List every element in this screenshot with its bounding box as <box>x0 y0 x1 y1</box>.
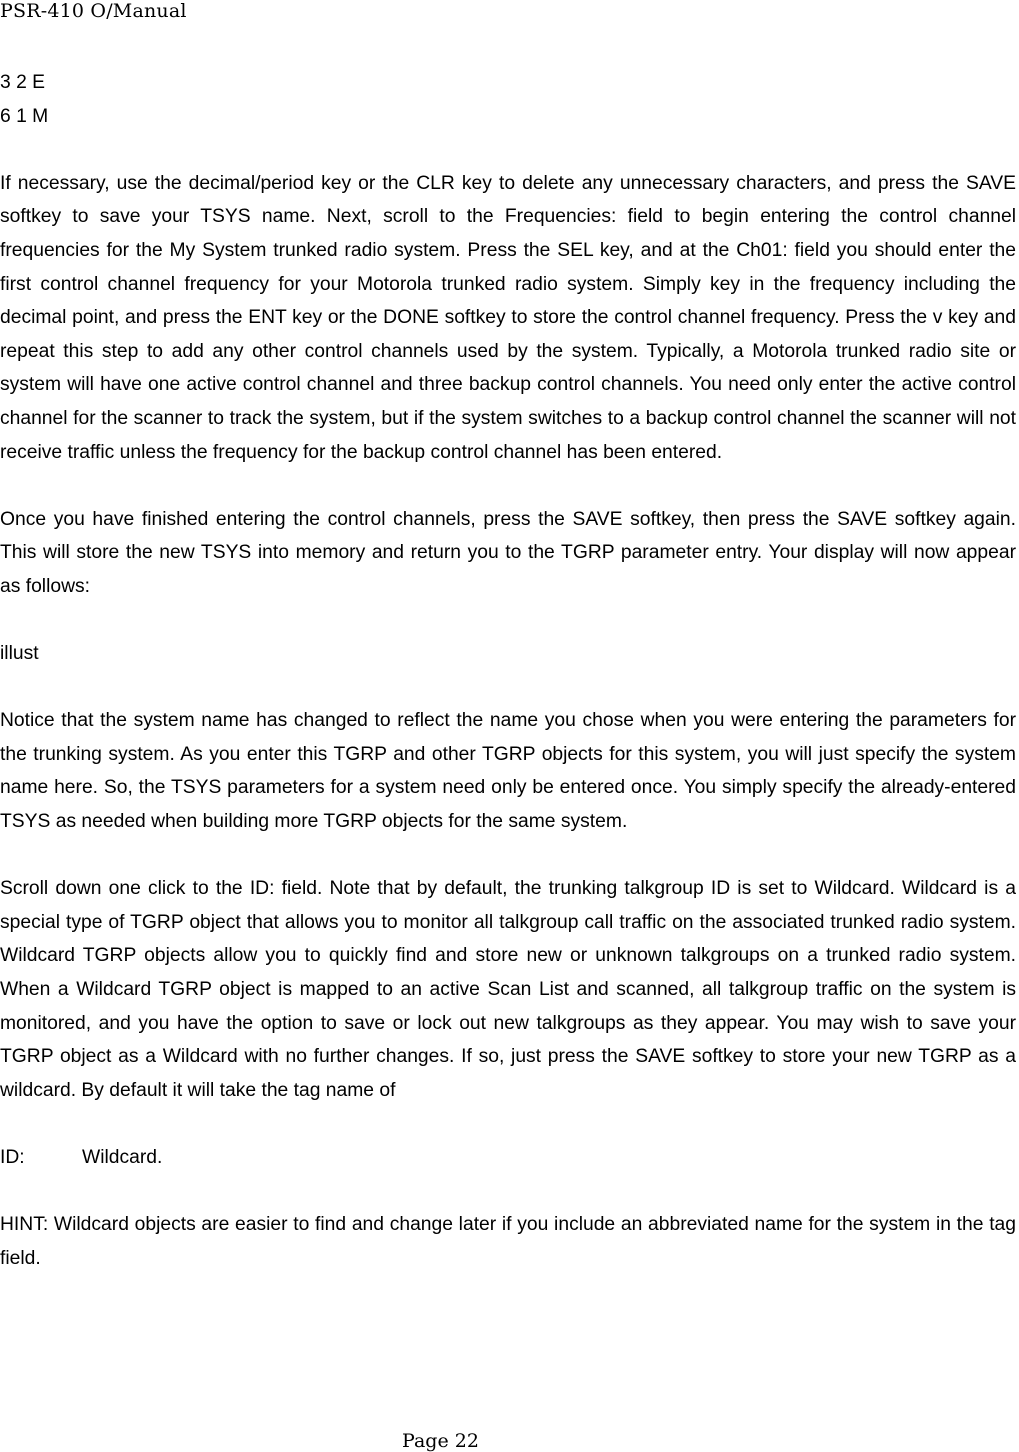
paragraph-save-tsys: Once you have finished entering the control channels, press the SAVE softkey, then press the SAVE softkey again. This will store the new TSYS into memory and return you to the TGRP parameter entry. Your display will now appear as follows: <box>0 508 1016 597</box>
document-body <box>0 66 1016 1309</box>
intro-line-1: 3 2 E <box>0 72 46 93</box>
id-label: ID: <box>0 1147 25 1168</box>
id-value: Wildcard. <box>82 1147 163 1168</box>
intro-line-2: 6 1 M <box>0 105 49 127</box>
page-footer <box>0 1430 1019 1452</box>
illustration-placeholder: illust <box>0 643 39 665</box>
paragraph-control-channels: If necessary, use the decimal/period key or the CLR key to delete any unnecessary characters, and press the SAVE softkey to save your TSYS name. Next, scroll to the Frequencies: field to begin entering the control channel frequencies for the My System trunked radio system. Press the SEL key, and at the Ch01: field you should enter the first control channel frequency for your Motorola trunked radio system. Simply key in the frequency including the decimal point, and press the ENT key or the DONE softkey to store the control channel frequency. Press the v key and repeat this step to add any other control channels used by the system. Typically, a Motorola trunked radio site or system will have one active control channel and three backup control channels. You need only enter the active control channel for the scanner to track the system, but if the system switches to a backup control channel the scanner will not receive traffic unless the frequency for the backup control channel has been entered. <box>0 172 1016 463</box>
document-header: PSR-410 O/Manual <box>0 0 187 22</box>
page-number: Page 22 <box>402 1430 479 1452</box>
paragraph-system-name: Notice that the system name has changed to reflect the name you chose when you were entering the parameters for the trunking system. As you enter this TGRP and other TGRP objects for this system, you will just specify the system name here. So, the TSYS parameters for a system need only be entered once. You simply specify the already-entered TSYS as needed when building more TGRP objects for the same system. <box>0 710 1016 833</box>
id-row <box>0 1141 1016 1175</box>
paragraph-wildcard: Scroll down one click to the ID: field. Note that by default, the trunking talkgroup ID is set to Wildcard. Wildcard is a special type of TGRP object that allows you to monitor all talkgroup call traffic on the associated trunked radio system. Wildcard TGRP objects allow you to quickly find and store new or unknown talkgroups on a trunked radio system. When a Wildcard TGRP object is mapped to an active Scan List and scanned, all talkgroup traffic on the system is monitored, and you have the option to save or lock out new talkgroups as they appear. You may wish to save your TGRP object as a Wildcard with no further changes. If so, just press the SAVE softkey to store your new TGRP as a wildcard. By default it will take the tag name of <box>0 878 1016 1101</box>
paragraph-hint: HINT: Wildcard objects are easier to find and change later if you include an abbreviated name for the system in the tag field. <box>0 1214 1016 1269</box>
